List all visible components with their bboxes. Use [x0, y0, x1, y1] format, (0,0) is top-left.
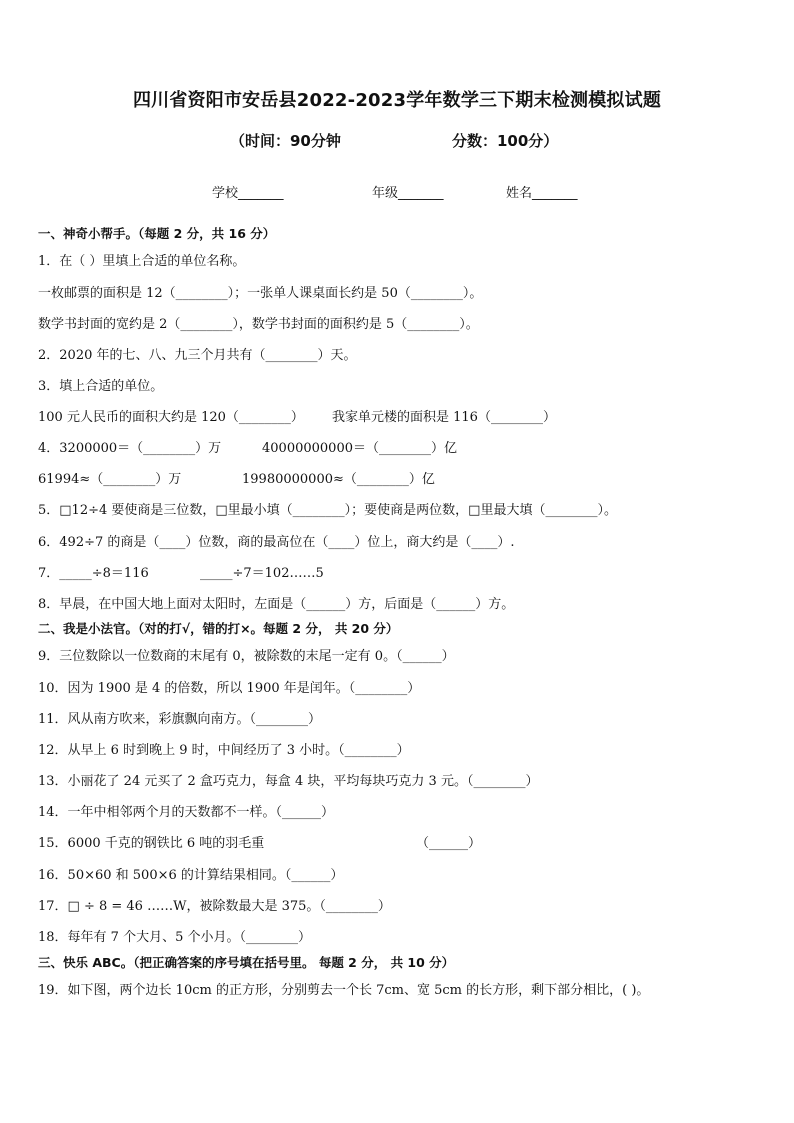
question-18: 18．每年有 7 个大月、5 个小月。（________） — [38, 930, 311, 945]
question-15: 15．6000 千克的钢铁比 6 吨的羽毛重 — [38, 836, 265, 851]
question-12: 12．从早上 6 时到晚上 9 时，中间经历了 3 小时。（________） — [38, 743, 410, 758]
section-3-heading: 三、快乐 ABC。（把正确答案的序号填在括号里。 每题 2 分， 共 10 分） — [38, 955, 455, 970]
question-3a: 100 元人民币的面积大约是 120（________） — [38, 410, 304, 425]
exam-time: （时间：90分钟 — [230, 132, 341, 150]
question-1: 1．在（ ）里填上合适的单位名称。 — [38, 254, 246, 269]
question-1a: 一枚邮票的面积是 12（________）；一张单人课桌面长约是 50（________）。 — [38, 286, 483, 301]
question-11: 11．风从南方吹来，彩旗飘向南方。（________） — [38, 712, 322, 727]
name-field: 姓名_______ — [506, 186, 578, 201]
question-4c: 61994≈（________）万 — [38, 472, 182, 487]
exam-score: 分数：100分） — [452, 132, 559, 150]
question-7b: _____÷7＝102……5 — [200, 566, 324, 581]
question-6: 6．492÷7 的商是（____）位数，商的最高位在（____）位上，商大约是（____）. — [38, 535, 515, 550]
question-8: 8．早晨，在中国大地上面对太阳时，左面是（______）方，后面是（______）方。 — [38, 597, 515, 612]
question-10: 10．因为 1900 是 4 的倍数，所以 1900 年是闰年。（________） — [38, 681, 421, 696]
question-2: 2．2020 年的七、八、九三个月共有（________）天。 — [38, 348, 357, 363]
question-4b: 40000000000＝（________）亿 — [262, 441, 457, 456]
question-15-answer: （______） — [416, 836, 482, 851]
question-17: 17．□ ÷ 8 = 46 ……W，被除数最大是 375。（________） — [38, 899, 391, 914]
exam-title: 四川省资阳市安岳县2022-2023学年数学三下期末检测模拟试题 — [132, 90, 662, 111]
section-2-heading: 二、我是小法官。（对的打√，错的打×。每题 2 分， 共 20 分） — [38, 621, 399, 636]
question-9: 9．三位数除以一位数商的末尾有 0，被除数的末尾一定有 0。（______） — [38, 649, 455, 664]
question-1b: 数学书封面的宽约是 2（________），数学书封面的面积约是 5（________）。 — [38, 317, 479, 332]
section-1-heading: 一、神奇小帮手。（每题 2 分，共 16 分） — [38, 226, 276, 241]
grade-field: 年级_______ — [372, 186, 444, 201]
school-field: 学校_______ — [212, 186, 284, 201]
question-3: 3．填上合适的单位。 — [38, 379, 164, 394]
question-5: 5．□12÷4 要使商是三位数，□里最小填（________）；要使商是两位数，□里最大填（________）。 — [38, 503, 617, 518]
question-14: 14．一年中相邻两个月的天数都不一样。（______） — [38, 805, 335, 820]
question-19: 19．如下图，两个边长 10cm 的正方形，分别剪去一个长 7cm、宽 5cm 的长方形，剩下部分相比，( )。 — [38, 983, 650, 998]
question-4a: 4．3200000＝（________）万 — [38, 441, 222, 456]
question-3b: 我家单元楼的面积是 116（________） — [332, 410, 556, 425]
question-7a: 7．_____÷8＝116 — [38, 566, 149, 581]
question-13: 13．小丽花了 24 元买了 2 盒巧克力，每盒 4 块，平均每块巧克力 3 元。（________） — [38, 774, 539, 789]
question-16: 16．50×60 和 500×6 的计算结果相同。（______） — [38, 868, 344, 883]
question-4d: 19980000000≈（________）亿 — [242, 472, 435, 487]
